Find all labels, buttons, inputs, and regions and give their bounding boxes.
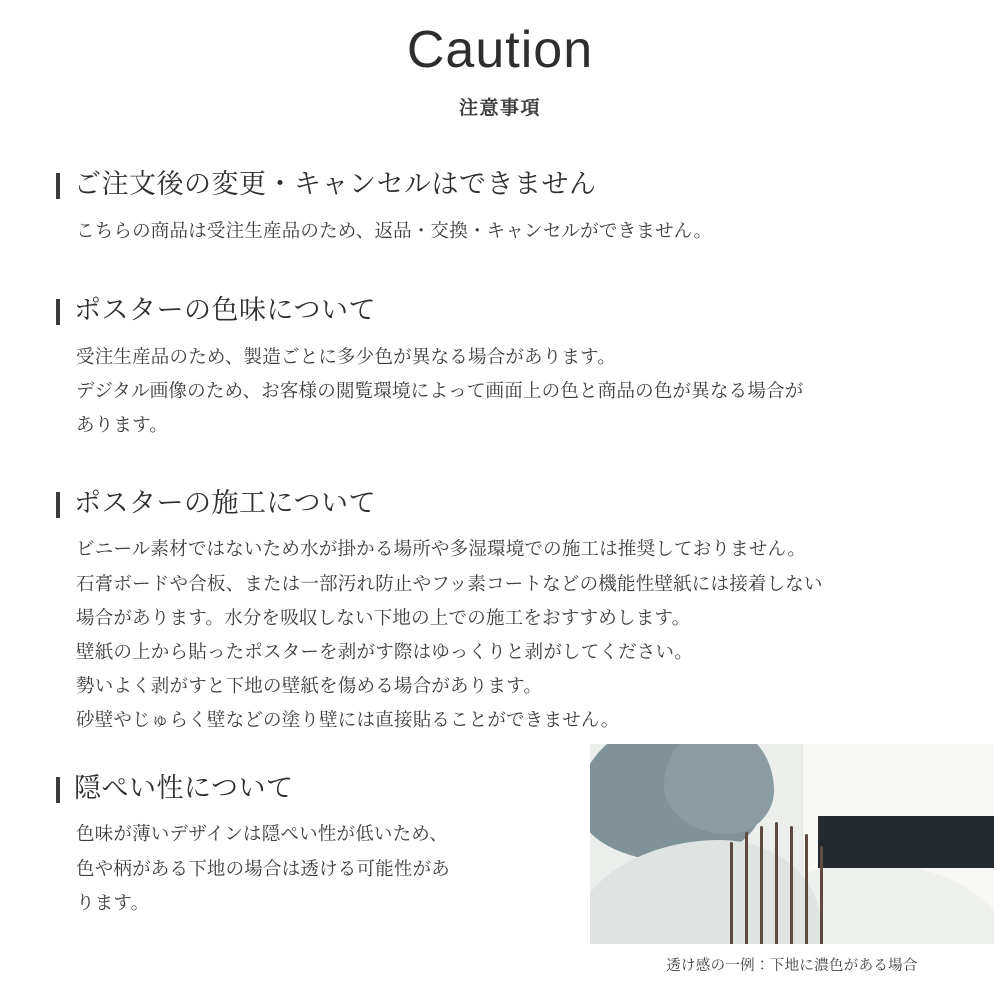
section-heading-text: ご注文後の変更・キャンセルはできません bbox=[74, 169, 597, 200]
section-opacity bbox=[0, 772, 1000, 974]
section-body bbox=[56, 340, 960, 443]
section-body bbox=[56, 532, 960, 737]
section-heading-text: ポスターの色味について bbox=[74, 295, 376, 326]
section-heading-text: 隠ぺい性について bbox=[74, 772, 294, 803]
section-heading bbox=[56, 168, 960, 202]
heading-bar-icon bbox=[56, 299, 60, 325]
heading-bar-icon bbox=[56, 777, 60, 803]
sample-caption: 透け感の一例：下地に濃色がある場合 bbox=[666, 957, 918, 974]
body-line: 色や柄がある下地の場合は透ける可能性があ bbox=[76, 857, 451, 879]
section-order-change bbox=[0, 168, 1000, 248]
body-line: こちらの商品は受注生産品のため、返品・交換・キャンセルができません。 bbox=[76, 219, 713, 241]
body-line: デジタル画像のため、お客様の閲覧環境によって画面上の色と商品の色が異なる場合が bbox=[76, 380, 804, 402]
body-line: あります。 bbox=[76, 414, 169, 436]
section-poster-installation bbox=[0, 487, 1000, 738]
heading-bar-icon bbox=[56, 492, 60, 518]
page-subtitle: 注意事項 bbox=[458, 98, 541, 120]
sample-image-block bbox=[590, 744, 994, 975]
body-line: 勢いよく剥がすと下地の壁紙を傷める場合があります。 bbox=[76, 675, 543, 697]
abstract-poster-sample-image bbox=[590, 744, 994, 944]
section-heading bbox=[56, 294, 960, 328]
body-line: 壁紙の上から貼ったポスターを剥がす際はゆっくりと剥がしてください。 bbox=[76, 640, 693, 662]
art-line-bundle bbox=[730, 816, 850, 944]
section-body bbox=[56, 214, 960, 248]
body-line: ります。 bbox=[76, 891, 150, 913]
section-heading-text: ポスターの施工について bbox=[74, 487, 376, 518]
section-heading bbox=[56, 487, 960, 521]
section-poster-color bbox=[0, 294, 1000, 442]
body-line: 受注生産品のため、製造ごとに多少色が異なる場合があります。 bbox=[76, 345, 617, 367]
body-line: 砂壁やじゅらく壁などの塗り壁には直接貼ることができません。 bbox=[76, 709, 620, 731]
body-line: 石膏ボードや合板、または一部汚れ防止やフッ素コートなどの機能性壁紙には接着しない bbox=[76, 572, 823, 594]
page-title: Caution bbox=[406, 21, 594, 79]
body-line: ビニール素材ではないため水が掛かる場所や多湿環境での施工は推奨しておりません。 bbox=[76, 538, 807, 560]
caution-sections bbox=[0, 120, 1000, 974]
body-line: 色味が薄いデザインは隠ぺい性が低いため、 bbox=[76, 823, 448, 845]
body-line: 場合があります。水分を吸収しない下地の上での施工をおすすめします。 bbox=[76, 606, 691, 628]
heading-bar-icon bbox=[56, 173, 60, 199]
section-body bbox=[56, 817, 546, 920]
page-header bbox=[0, 0, 1000, 120]
